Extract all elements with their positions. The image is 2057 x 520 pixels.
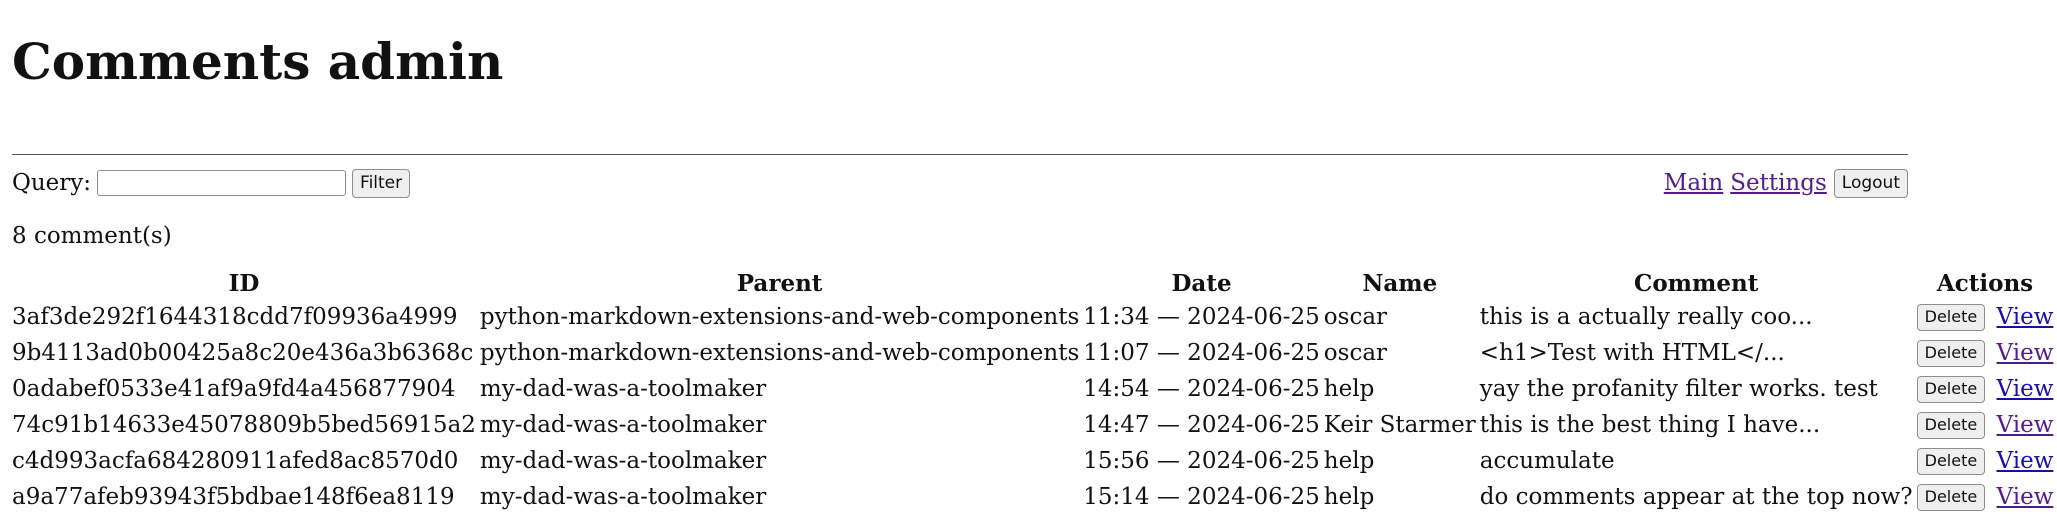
view-link[interactable]: View [1996, 448, 2054, 475]
cell-parent: python-markdown-extensions-and-web-components [479, 340, 1080, 366]
cell-name: help [1323, 448, 1375, 474]
cell-date: 11:07 — 2024-06-25 [1083, 340, 1320, 366]
view-link[interactable]: View [1996, 412, 2054, 439]
cell-actions [1917, 480, 2054, 514]
query-input[interactable] [97, 170, 346, 196]
table-row [12, 408, 2053, 442]
cell-name: help [1323, 376, 1375, 402]
cell-date: 11:34 — 2024-06-25 [1083, 304, 1320, 330]
query-form [12, 169, 410, 198]
cell-comment: do comments appear at the top now? [1479, 484, 1913, 510]
table-row [12, 336, 2053, 370]
cell-id: 0adabef0533e41af9a9fd4a456877904 [12, 376, 456, 402]
delete-button[interactable]: Delete [1917, 376, 1986, 403]
cell-parent: my-dad-was-a-toolmaker [479, 484, 767, 510]
table-header-row [12, 268, 2053, 298]
cell-name: oscar [1323, 340, 1388, 366]
header-id: ID [228, 269, 260, 297]
cell-comment: <h1>Test with HTML</... [1479, 340, 1785, 366]
cell-actions [1917, 408, 2054, 442]
filter-button[interactable]: Filter [352, 169, 410, 198]
cell-parent: python-markdown-extensions-and-web-components [479, 304, 1080, 330]
cell-date: 15:14 — 2024-06-25 [1083, 484, 1320, 510]
query-label: Query: [12, 170, 92, 196]
cell-date: 14:47 — 2024-06-25 [1083, 412, 1320, 438]
settings-link[interactable]: Settings [1730, 170, 1827, 196]
table-row [12, 300, 2053, 334]
cell-actions [1917, 444, 2054, 478]
view-link[interactable]: View [1996, 484, 2054, 511]
cell-comment: this is a actually really coo... [1479, 304, 1813, 330]
logout-button[interactable]: Logout [1834, 169, 1908, 198]
table-row [12, 480, 2053, 514]
cell-id: 3af3de292f1644318cdd7f09936a4999 [12, 304, 458, 330]
delete-button[interactable]: Delete [1917, 484, 1986, 511]
cell-comment: this is the best thing I have... [1479, 412, 1821, 438]
cell-name: oscar [1323, 304, 1388, 330]
cell-name: help [1323, 484, 1375, 510]
cell-date: 14:54 — 2024-06-25 [1083, 376, 1320, 402]
view-link[interactable]: View [1996, 340, 2054, 367]
title-divider [12, 154, 1908, 156]
delete-button[interactable]: Delete [1917, 304, 1986, 331]
cell-actions [1917, 336, 2054, 370]
table-row [12, 372, 2053, 406]
cell-id: a9a77afeb93943f5bdbae148f6ea8119 [12, 484, 455, 510]
nav-links [1664, 169, 1908, 198]
header-actions: Actions [1936, 269, 2034, 297]
delete-button[interactable]: Delete [1917, 340, 1986, 367]
view-link[interactable]: View [1996, 304, 2054, 331]
header-date: Date [1171, 269, 1232, 297]
cell-id: 9b4113ad0b00425a8c20e436a3b6368c [12, 340, 474, 366]
cell-parent: my-dad-was-a-toolmaker [479, 376, 767, 402]
table-row [12, 444, 2053, 478]
cell-name: Keir Starmer [1323, 412, 1476, 438]
view-link[interactable]: View [1996, 376, 2054, 403]
comments-table [8, 266, 2057, 516]
cell-date: 15:56 — 2024-06-25 [1083, 448, 1320, 474]
main-link[interactable]: Main [1663, 170, 1724, 196]
cell-parent: my-dad-was-a-toolmaker [479, 448, 767, 474]
toolbar [12, 165, 1908, 201]
header-comment: Comment [1634, 269, 1759, 297]
header-parent: Parent [736, 269, 823, 297]
cell-actions [1917, 300, 2054, 334]
header-name: Name [1362, 269, 1438, 297]
cell-comment: yay the profanity filter works. test [1479, 376, 1878, 402]
cell-id: c4d993acfa684280911afed8ac8570d0 [12, 448, 459, 474]
delete-button[interactable]: Delete [1917, 448, 1986, 475]
comment-count: 8 comment(s) [12, 223, 172, 249]
delete-button[interactable]: Delete [1917, 412, 1986, 439]
cell-actions [1917, 372, 2054, 406]
page-title: Comments admin [12, 32, 504, 91]
cell-comment: accumulate [1479, 448, 1615, 474]
cell-parent: my-dad-was-a-toolmaker [479, 412, 767, 438]
cell-id: 74c91b14633e45078809b5bed56915a2 [12, 412, 476, 438]
